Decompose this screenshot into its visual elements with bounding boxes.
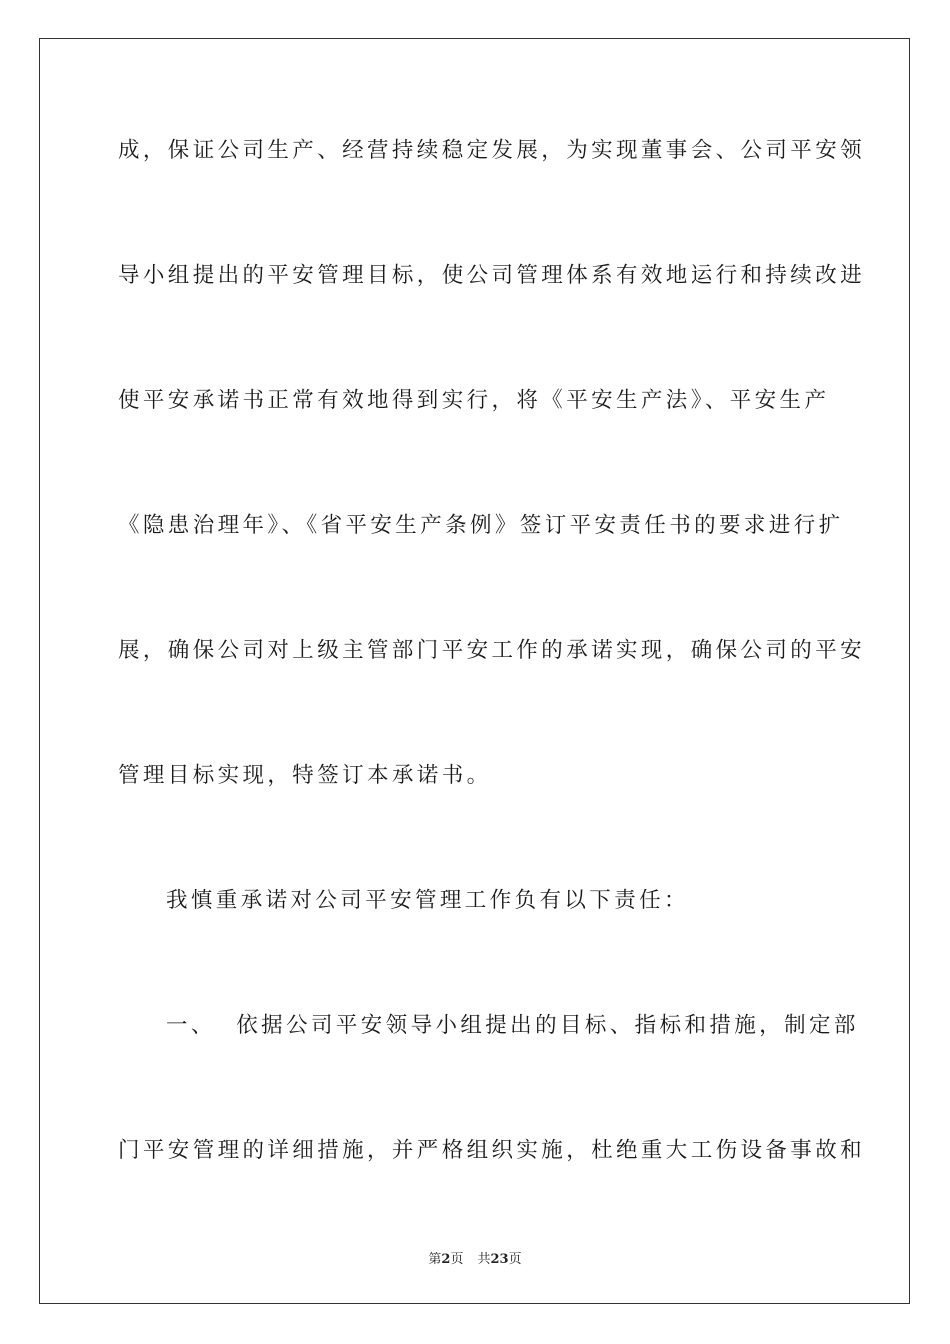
total-pages: 23	[490, 1252, 509, 1267]
body-text-line-6: 管理目标实现，特签订本承诺书。	[118, 763, 492, 788]
body-text-line-3: 使平安承诺书正常有效地得到实行，将《平安生产法》、平安生产	[118, 388, 830, 413]
total-prefix: 共	[477, 1252, 491, 1267]
body-text-line-5: 展，确保公司对上级主管部门平安工作的承诺实现，确保公司的平安	[118, 638, 866, 663]
page-number: 2	[441, 1252, 451, 1267]
total-suffix: 页	[508, 1252, 522, 1267]
body-text-line-1: 成，保证公司生产、经营持续稳定发展，为实现董事会、公司平安领	[118, 138, 866, 163]
body-text-line-4: 《隐患治理年》、《省平安生产条例》签订平安责任书的要求进行扩	[118, 513, 844, 538]
body-text-line-7: 我慎重承诺对公司平安管理工作负有以下责任：	[166, 888, 689, 913]
page-footer	[0, 1248, 950, 1267]
page-prefix: 第	[428, 1252, 442, 1267]
body-text-line-9: 门平安管理的详细措施，并严格组织实施，杜绝重大工伤设备事故和	[118, 1138, 866, 1163]
page-suffix: 页	[450, 1252, 464, 1267]
body-text-line-8: 一、 依据公司平安领导小组提出的目标、指标和措施，制定部	[166, 1013, 859, 1038]
page-border	[39, 38, 910, 1304]
body-text-line-2: 导小组提出的平安管理目标，使公司管理体系有效地运行和持续改进	[118, 263, 866, 288]
